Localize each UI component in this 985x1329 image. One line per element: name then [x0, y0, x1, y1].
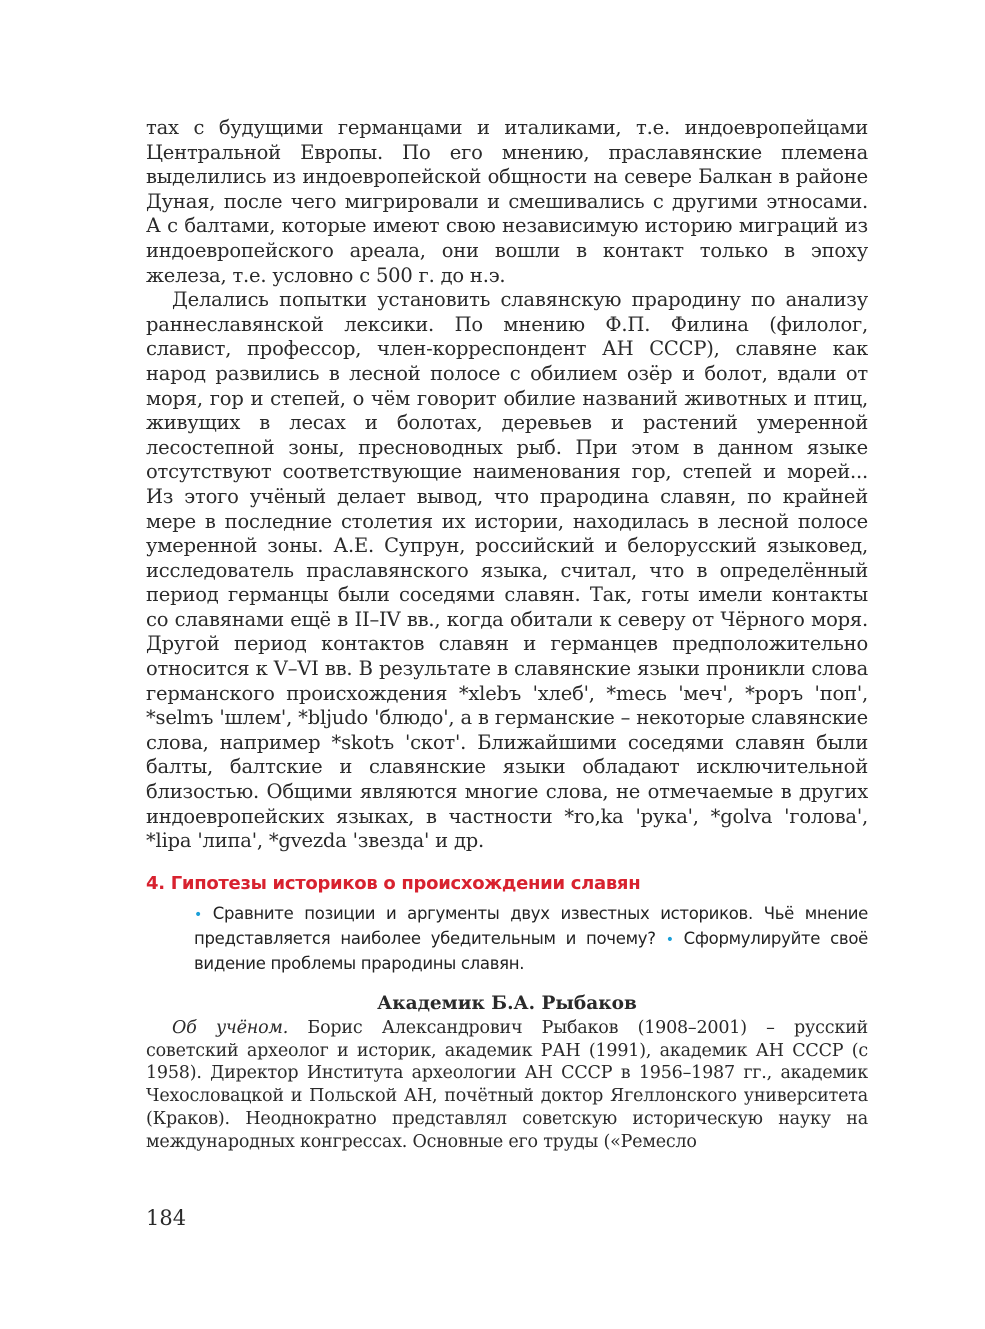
task-question-2: Сформулируйте своё видение проблемы прародины славян.: [194, 928, 868, 973]
page-content: [146, 116, 868, 1154]
paragraph-lexicon: Делались попытки установить славянскую прародину по анализу раннеславянской лексики. По мнению Ф.П. Филина (филолог, славист, профессор, член-корреспондент АН СССР), славяне как народ развились в лесной полосе с обилием озёр и болот, вдали от моря, гор и степей, о чём говорит обилие названий животных и птиц, живущих в лесах и болотах, деревьев и растений умеренной лесостепной зоны, пресноводных рыб. При этом в данном языке отсутствуют соответствующие наименования гор, степей и морей... Из этого учёный делает вывод, что прародина славян, по крайней мере в последние столетия их истории, находилась в лесной полосе умеренной зоны. А.Е. Супрун, российский и белорусский языковед, исследователь праславянского языка, считал, что в определённый период германцы были соседями славян. Так, готы имели контакты со славянами ещё в II–IV вв., когда обитали к северу от Чёрного моря. Другой период контактов славян и германцев предположительно относится к V–VI вв. В результате в славянские языки проникли слова германского происхождения *xlebъ 'хлеб', *mecь 'меч', *popъ 'поп', *selmъ 'шлем', *bljudo 'блюдо', а в германские – некоторые славянские слова, например *skotъ 'скот'. Ближайшими соседями славян были балты, балтские и славянские языки обладают исключительной близостью. Общими являются многие слова, не отмечаемые в других индоевропейских языках, в частности *ro,ka 'рука', *golva 'голова', *lipa 'липа', *gvezda 'звезда' и др.: [146, 288, 868, 853]
task-block: [194, 902, 868, 975]
bullet-icon: •: [194, 906, 202, 923]
bio-text: Борис Александрович Рыбаков (1908–2001) – русский советский археолог и историк, академик РАН (1991), академик АН СССР (с 1958). Директор Института археологии АН СССР в 1956–1987 гг., академик Чехословацкой и Польской АН, почётный доктор Ягеллонского университета (Краков). Неоднократно представлял советскую историческую науку на международных конгрессах. Основные его труды («Ремесло: [146, 1017, 868, 1152]
page-number: 184: [146, 1206, 187, 1230]
bullet-icon: •: [665, 931, 674, 948]
section-heading: 4. Гипотезы историков о происхождении славян: [146, 872, 641, 894]
task-question-1: Сравните позиции и аргументы двух известных историков. Чьё мнение представляется наиболее убедительным и почему?: [194, 903, 869, 948]
bio-heading: Академик Б.А. Рыбаков: [377, 992, 637, 1014]
bio-paragraph: [146, 1017, 868, 1154]
bio-lead: Об учёном.: [172, 1017, 289, 1038]
paragraph-continued: тах с будущими германцами и италиками, т.е. индоевропейцами Центральной Европы. По его мнению, праславянские племена выделились из индоевропейской общности на севере Балкан в районе Дуная, после чего мигрировали и смешивались с другими этносами. А с балтами, которые имеют свою независимую историю миграций из индоевропейского ареала, они вошли в контакт только в эпоху железа, т.е. условно с 500 г. до н.э.: [146, 116, 868, 287]
